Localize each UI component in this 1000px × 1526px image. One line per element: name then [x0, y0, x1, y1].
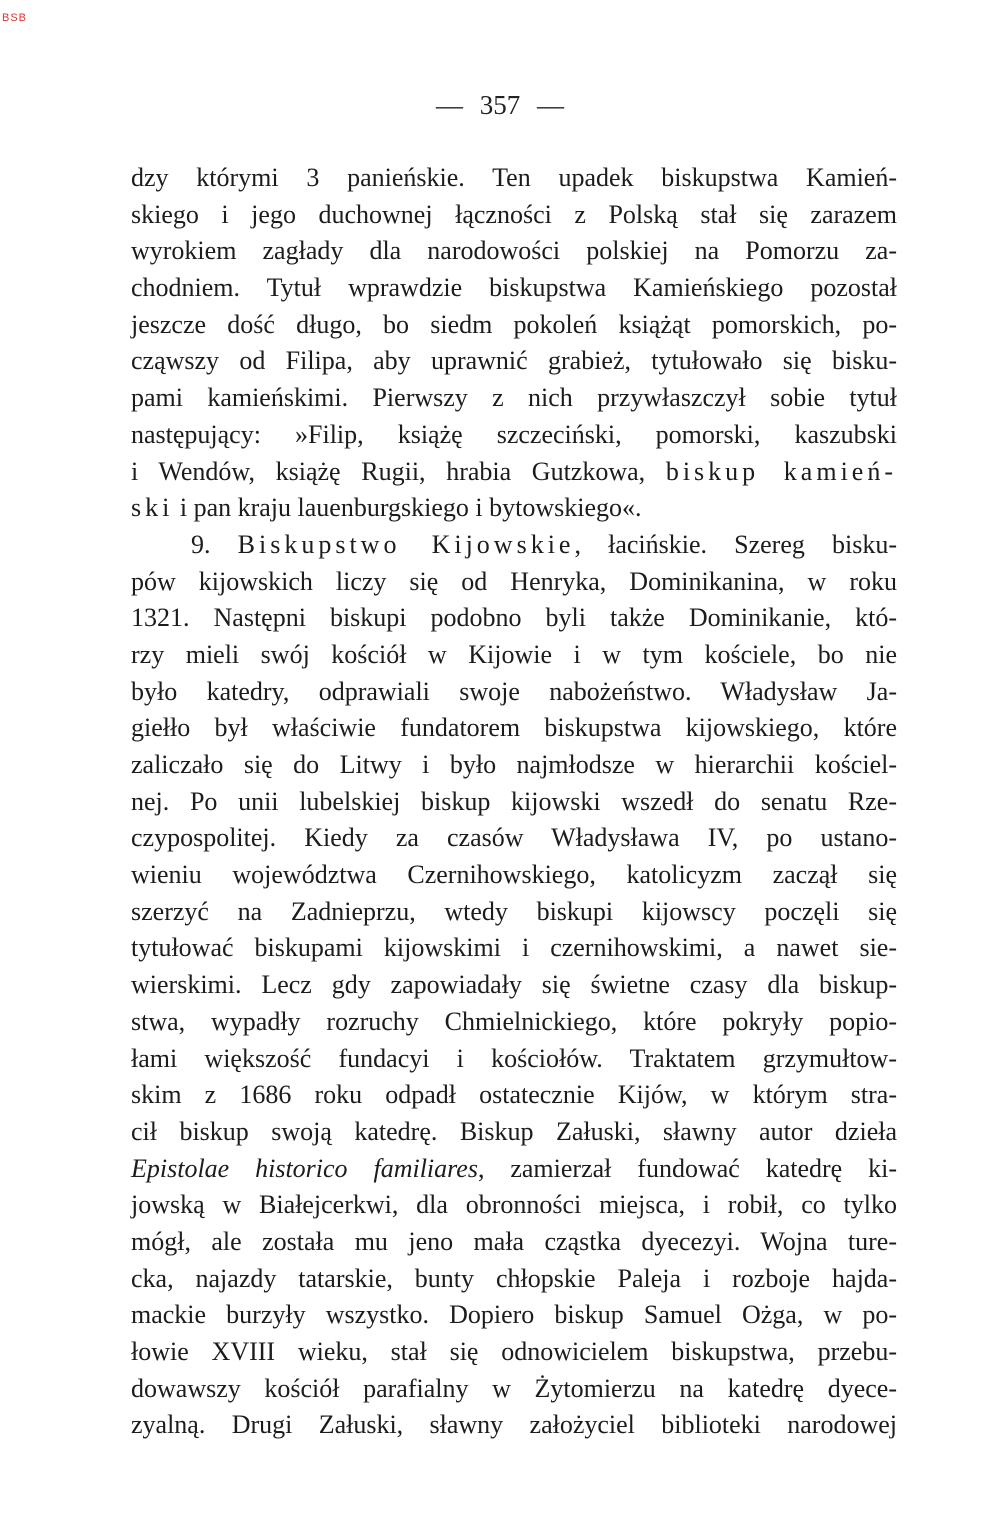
- text-line: [131, 454, 897, 491]
- text-segment: zyalną. Drugi Załuski, sławny założyciel biblioteki narodowej: [131, 1410, 897, 1440]
- text-segment: mackie burzyły wszystko. Dopiero biskup Samuel Ożga, w po-: [131, 1300, 897, 1330]
- text-segment: i Wendów, książę Rugii, hrabia Gutzkowa,: [131, 456, 666, 486]
- text-line: [131, 674, 897, 711]
- text-segment: rzy mieli swój kościół w Kijowie i w tym kościele, bo nie: [131, 639, 897, 669]
- text-segment: 1321. Następni biskupi podobno byli także Dominikanie, któ-: [131, 603, 897, 633]
- text-line: [131, 710, 897, 747]
- text-segment: wierskimi. Lecz gdy zapowiadały się świetne czasy dla biskup-: [131, 970, 897, 1000]
- spaced-emphasis: biskup kamień-: [665, 456, 897, 486]
- text-segment: nej. Po unii lubelskiej biskup kijowski wszedł do senatu Rze-: [131, 786, 897, 816]
- text-segment: , łacińskie. Szereg bisku-: [574, 529, 898, 559]
- text-segment: cił biskup swoją katedrę. Biskup Załuski, sławny autor dzieła: [131, 1116, 897, 1146]
- text-line: [131, 380, 897, 417]
- text-line: [131, 307, 897, 344]
- text-segment: tytułować biskupami kijowskimi i czernihowskimi, a nawet sie-: [131, 933, 897, 963]
- text-segment: dzy którymi 3 panieńskie. Ten upadek biskupstwa Kamień-: [131, 163, 897, 192]
- text-segment: 9.: [191, 529, 238, 559]
- text-line: [131, 1297, 897, 1334]
- text-segment: mógł, ale została mu jeno mała cząstka dyecezyi. Wojna ture-: [131, 1226, 897, 1256]
- text-segment: wyrokiem zagłady dla narodowości polskiej na Pomorzu za-: [131, 236, 897, 266]
- text-line: [131, 1114, 897, 1151]
- text-segment: łami większość fundacyi i kościołów. Traktatem grzymułtow-: [131, 1043, 897, 1073]
- text-segment: stwa, wypadły rozruchy Chmielnickiego, które pokryły popio-: [131, 1006, 897, 1036]
- text-segment: było katedry, odprawiali swoje nabożeństwo. Władysław Ja-: [131, 676, 897, 706]
- text-line: [131, 784, 897, 821]
- spaced-emphasis: ski: [131, 493, 174, 523]
- body-text: [131, 160, 897, 1444]
- text-line: [131, 197, 897, 234]
- text-line: [131, 1151, 897, 1188]
- text-line: [131, 820, 897, 857]
- text-line: [131, 747, 897, 784]
- text-segment: jeszcze dość długo, bo siedm pokoleń książąt pomorskich, po-: [131, 309, 897, 339]
- text-line: [131, 1261, 897, 1298]
- text-segment: jowską w Białejcerkwi, dla obronności miejsca, i robił, co tylko: [131, 1190, 897, 1220]
- text-segment: szerzyć na Zadnieprzu, wtedy biskupi kijowscy poczęli się: [131, 896, 897, 926]
- text-segment: pami kamieńskimi. Pierwszy z nich przywłaszczył sobie tytuł: [131, 383, 897, 413]
- text-line: [131, 1041, 897, 1078]
- text-line: [131, 1371, 897, 1408]
- text-segment: czypospolitej. Kiedy za czasów Władysława IV, po ustano-: [131, 823, 897, 853]
- text-line: [131, 233, 897, 270]
- text-segment: pów kijowskich liczy się od Henryka, Dominikanina, w roku: [131, 566, 897, 596]
- text-line: [131, 930, 897, 967]
- text-segment: chodniem. Tytuł wprawdzie biskupstwa Kamieńskiego pozostał: [131, 273, 897, 303]
- text-line: [131, 343, 897, 380]
- text-line: [131, 1407, 897, 1444]
- text-line: [131, 1187, 897, 1224]
- italic-title: Epistolae historico familiares: [131, 1153, 478, 1183]
- text-segment: następujący: »Filip, książę szczeciński, pomorski, kaszubski: [131, 419, 897, 449]
- text-segment: dowawszy kościół parafialny w Żytomierzu na katedrę dyece-: [131, 1373, 897, 1403]
- spaced-emphasis: Biskupstwo Kijowskie: [237, 529, 575, 559]
- text-segment: cząwszy od Filipa, aby uprawnić grabież, tytułowało się bisku-: [131, 346, 897, 376]
- text-segment: skiego i jego duchownej łączności z Polską stał się zarazem: [131, 199, 897, 229]
- text-line: [131, 417, 897, 454]
- text-segment: , zamierzał fundować katedrę ki-: [477, 1153, 897, 1183]
- text-line: [131, 1077, 897, 1114]
- page-number: — 357 —: [436, 90, 564, 120]
- text-line: [131, 527, 897, 564]
- text-line: [131, 1334, 897, 1371]
- text-segment: zaliczało się do Litwy i było najmłodsze w hierarchii kościel-: [131, 750, 897, 779]
- text-segment: łowie XVIII wieku, stał się odnowicielem biskupstwa, przebu-: [131, 1337, 897, 1366]
- watermark: BSB: [2, 12, 28, 24]
- text-line: [131, 894, 897, 931]
- text-line: [131, 857, 897, 894]
- text-line: [131, 564, 897, 601]
- text-line: [131, 637, 897, 674]
- text-line: [131, 270, 897, 307]
- text-line: [131, 967, 897, 1004]
- text-segment: wieniu województwa Czernihowskiego, katolicyzm zaczął się: [131, 860, 897, 890]
- text-line: [131, 490, 897, 527]
- text-line: [131, 1224, 897, 1261]
- text-segment: cka, najazdy tatarskie, bunty chłopskie Paleja i rozboje hajda-: [131, 1263, 897, 1293]
- text-segment: skim z 1686 roku odpadł ostatecznie Kijów, w którym stra-: [131, 1080, 897, 1110]
- text-line: [131, 600, 897, 637]
- text-line: [131, 1004, 897, 1041]
- text-segment: i pan kraju lauenburgskiego i bytowskiego«.: [173, 493, 642, 523]
- text-segment: giełło był właściwie fundatorem biskupstwa kijowskiego, które: [131, 713, 897, 743]
- text-line: [131, 160, 897, 197]
